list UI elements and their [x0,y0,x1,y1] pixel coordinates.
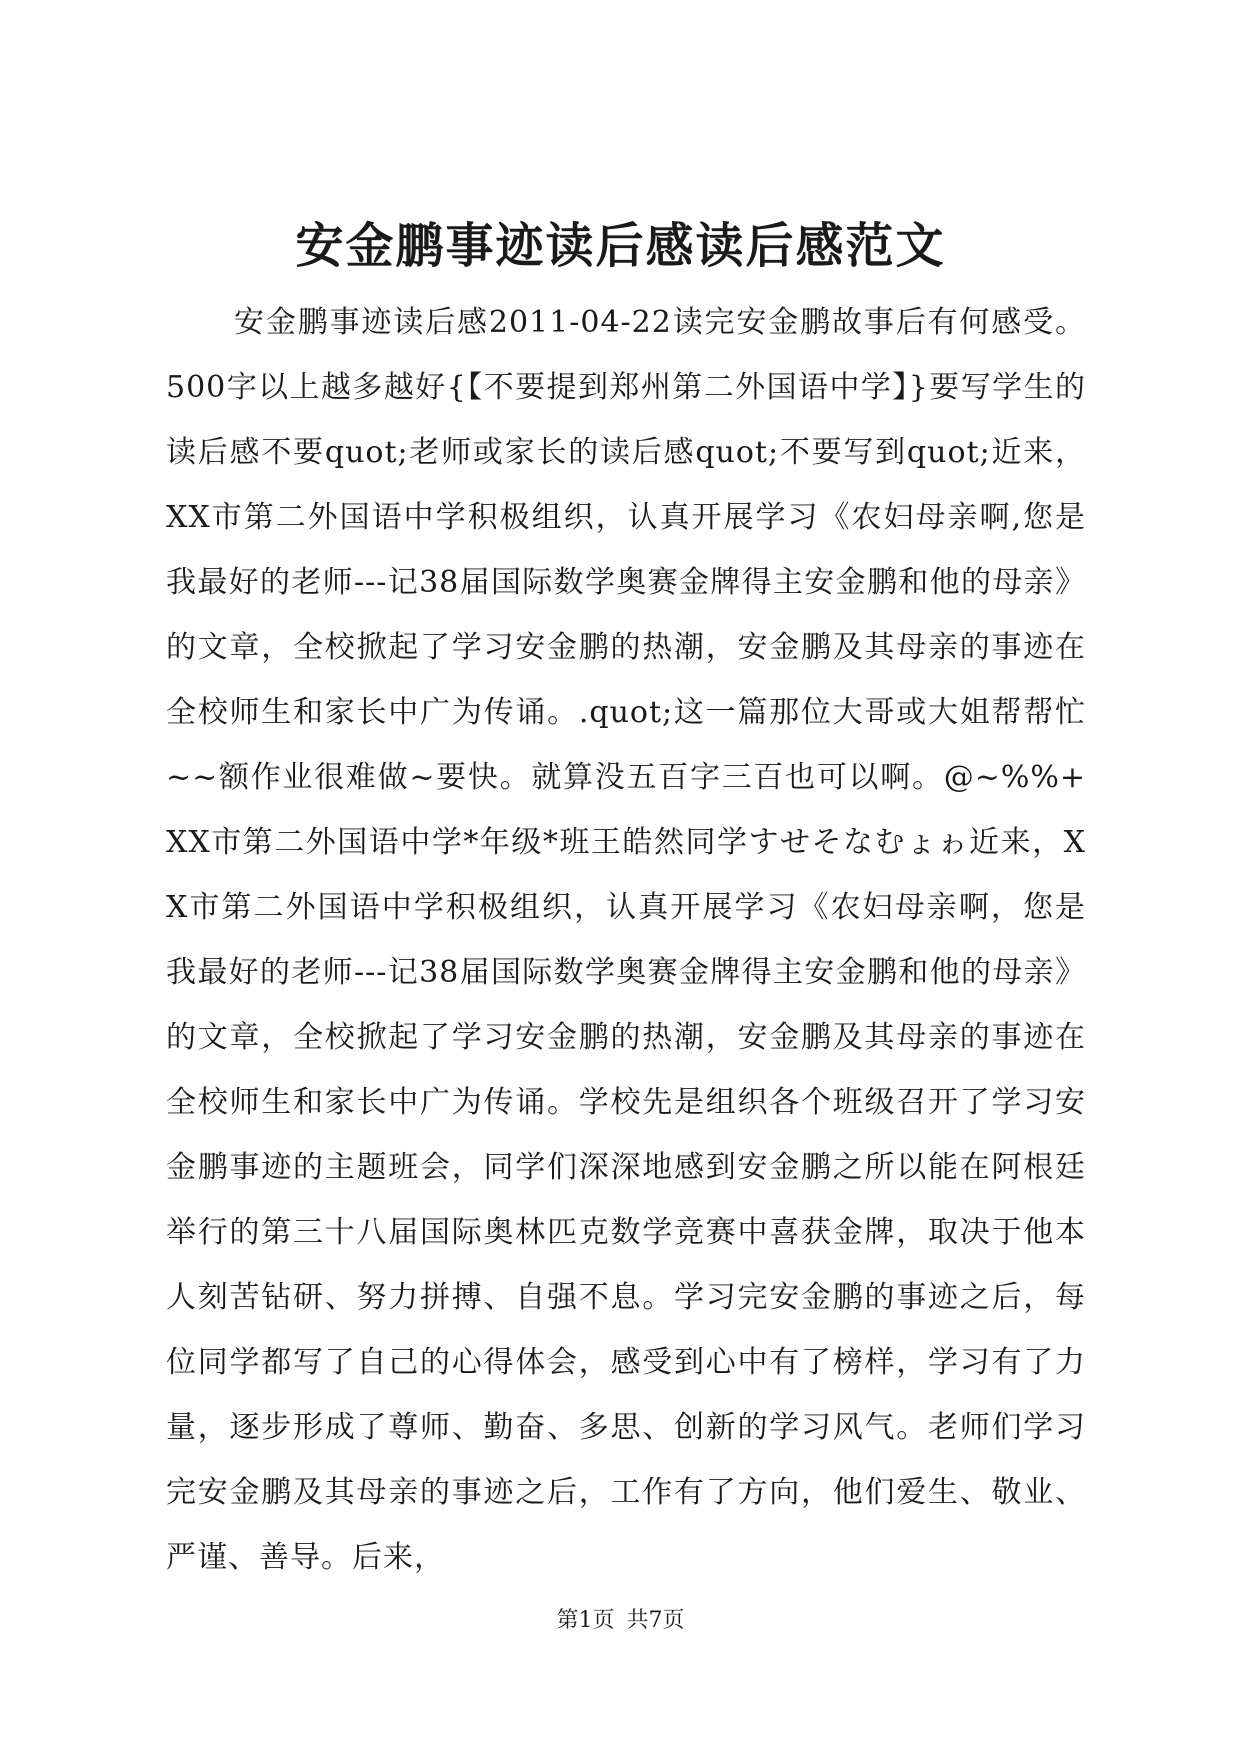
page-footer [0,1606,1241,1636]
page-number: 第1页 [556,1608,615,1633]
body-paragraph: 安金鹏事迹读后感2011-04-22读完安金鹏故事后有何感受。500字以上越多越好{【不要提到郑州第二外国语中学】}要写学生的读后感不要quot;老师或家长的读后感quot;不要写到quot;近来，XX市第二外国语中学积极组织，认真开展学习《农妇母亲啊,您是我最好的老师---记38届国际数学奥赛金牌得主安金鹏和他的母亲》的文章，全校掀起了学习安金鹏的热潮，安金鹏及其母亲的事迹在全校师生和家长中广为传诵。.quot;这一篇那位大哥或大姐帮帮忙~~额作业很难做~要快。就算没五百字三百也可以啊。@~%%+XX市第二外国语中学*年级*班王皓然同学すせそなむょゎ近来，XX市第二外国语中学积极组织，认真开展学习《农妇母亲啊，您是我最好的老师---记38届国际数学奥赛金牌得主安金鹏和他的母亲》的文章，全校掀起了学习安金鹏的热潮，安金鹏及其母亲的事迹在全校师生和家长中广为传诵。学校先是组织各个班级召开了学习安金鹏事迹的主题班会，同学们深深地感到安金鹏之所以能在阿根廷举行的第三十八届国际奥林匹克数学竞赛中喜获金牌，取决于他本人刻苦钻研、努力拼搏、自强不息。学习完安金鹏的事迹之后，每位同学都写了自己的心得体会，感受到心中有了榜样，学习有了力量，逐步形成了尊师、勤奋、多思、创新的学习风气。老师们学习完安金鹏及其母亲的事迹之后，工作有了方向，他们爱生、敬业、严谨、善导。后来， [166,305,1086,1575]
total-pages: 共7页 [626,1608,685,1633]
document-title: 安金鹏事迹读后感读后感范文 [295,218,946,274]
